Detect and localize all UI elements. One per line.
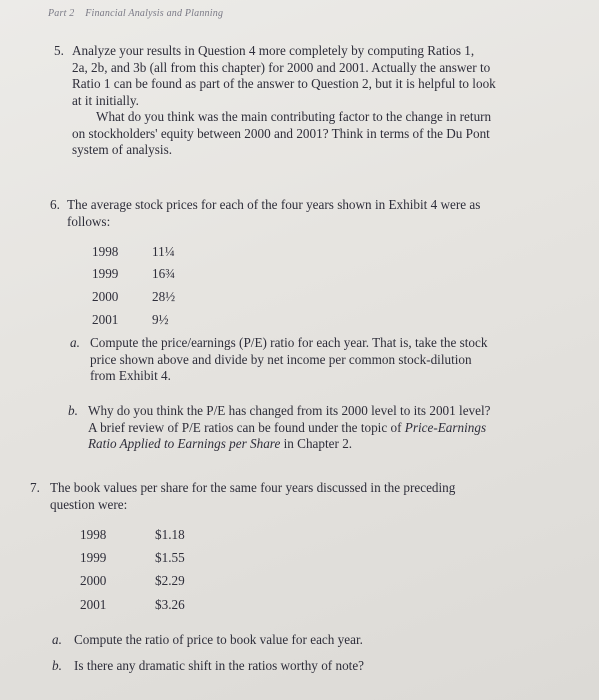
question-6a-line: Compute the price/earnings (P/E) ratio for each year. That is, take the stock xyxy=(90,335,488,350)
question-6b xyxy=(68,403,491,453)
year-cell: 1999 xyxy=(80,550,107,565)
question-6-number: 6. xyxy=(50,197,60,212)
question-6b-topic: Ratio Applied to Earnings per Share xyxy=(88,436,281,451)
year-cell: 2000 xyxy=(92,289,119,304)
book-value-cell: $2.29 xyxy=(155,573,185,588)
question-6b-text: A brief review of P/E ratios can be found under the topic of xyxy=(88,419,405,435)
question-6a-label: a. xyxy=(70,335,80,350)
header-title: Financial Analysis and Planning xyxy=(85,8,224,19)
question-5-line: What do you think was the main contributing factor to the change in return xyxy=(96,109,492,124)
question-5-line: at it initially. xyxy=(72,92,139,108)
question-6a xyxy=(70,335,488,385)
book-value-cell: $1.18 xyxy=(155,527,185,542)
question-5-line: Analyze your results in Question 4 more completely by computing Ratios 1, xyxy=(72,43,475,58)
question-5-line: on stockholders' equity between 2000 and 2001? Think in terms of the Du Pont xyxy=(72,125,490,141)
question-7a-label: a. xyxy=(52,632,62,647)
question-7a-text: Compute the ratio of price to book value for each year. xyxy=(74,632,363,647)
question-7-line: The book values per share for the same four years discussed in the preceding xyxy=(50,480,456,495)
year-cell: 1998 xyxy=(80,527,107,542)
price-cell: 28½ xyxy=(152,289,176,304)
question-6a-line: from Exhibit 4. xyxy=(90,368,171,383)
question-6b-line: Why do you think the P/E has changed from its 2000 level to its 2001 level? xyxy=(88,403,491,418)
question-6-line: follows: xyxy=(67,213,111,229)
price-cell: 9½ xyxy=(152,312,169,327)
header-part: Part 2 xyxy=(48,8,75,19)
question-7-line: question were: xyxy=(50,496,128,512)
book-value-cell: $1.55 xyxy=(155,550,185,565)
question-5-line: 2a, 2b, and 3b (all from this chapter) for 2000 and 2001. Actually the answer to xyxy=(72,59,491,75)
book-value-cell: $3.26 xyxy=(155,597,185,612)
question-6b-topic: Price-Earnings xyxy=(404,419,487,435)
question-5-line: Ratio 1 can be found as part of the answer to Question 2, but it is helpful to look xyxy=(72,76,496,91)
question-7b-text: Is there any dramatic shift in the ratios worthy of note? xyxy=(74,658,365,673)
year-cell: 2001 xyxy=(80,597,107,612)
year-cell: 2000 xyxy=(80,573,107,588)
question-7-body xyxy=(50,480,455,513)
question-6b-label: b. xyxy=(68,403,78,418)
running-header xyxy=(48,8,223,19)
question-6-body xyxy=(67,197,480,230)
question-7a xyxy=(52,632,363,649)
question-7b xyxy=(52,658,365,675)
year-cell: 1999 xyxy=(92,266,119,281)
question-6b-line xyxy=(88,436,491,453)
question-7b-label: b. xyxy=(52,658,62,673)
question-5-line: system of analysis. xyxy=(72,142,172,157)
question-6-line: The average stock prices for each of the four years shown in Exhibit 4 were as xyxy=(67,197,481,212)
question-6a-line: price shown above and divide by net income per common stock-dilution xyxy=(90,351,472,367)
question-6b-line xyxy=(88,420,491,437)
price-cell: 16¾ xyxy=(152,266,176,281)
year-cell: 2001 xyxy=(92,312,119,327)
question-5-number: 5. xyxy=(54,43,64,58)
question-7-number: 7. xyxy=(30,480,40,495)
year-cell: 1998 xyxy=(92,244,119,259)
question-5-body xyxy=(72,43,496,159)
price-cell: 11¼ xyxy=(152,244,175,259)
question-6b-text: in Chapter 2. xyxy=(280,436,353,451)
